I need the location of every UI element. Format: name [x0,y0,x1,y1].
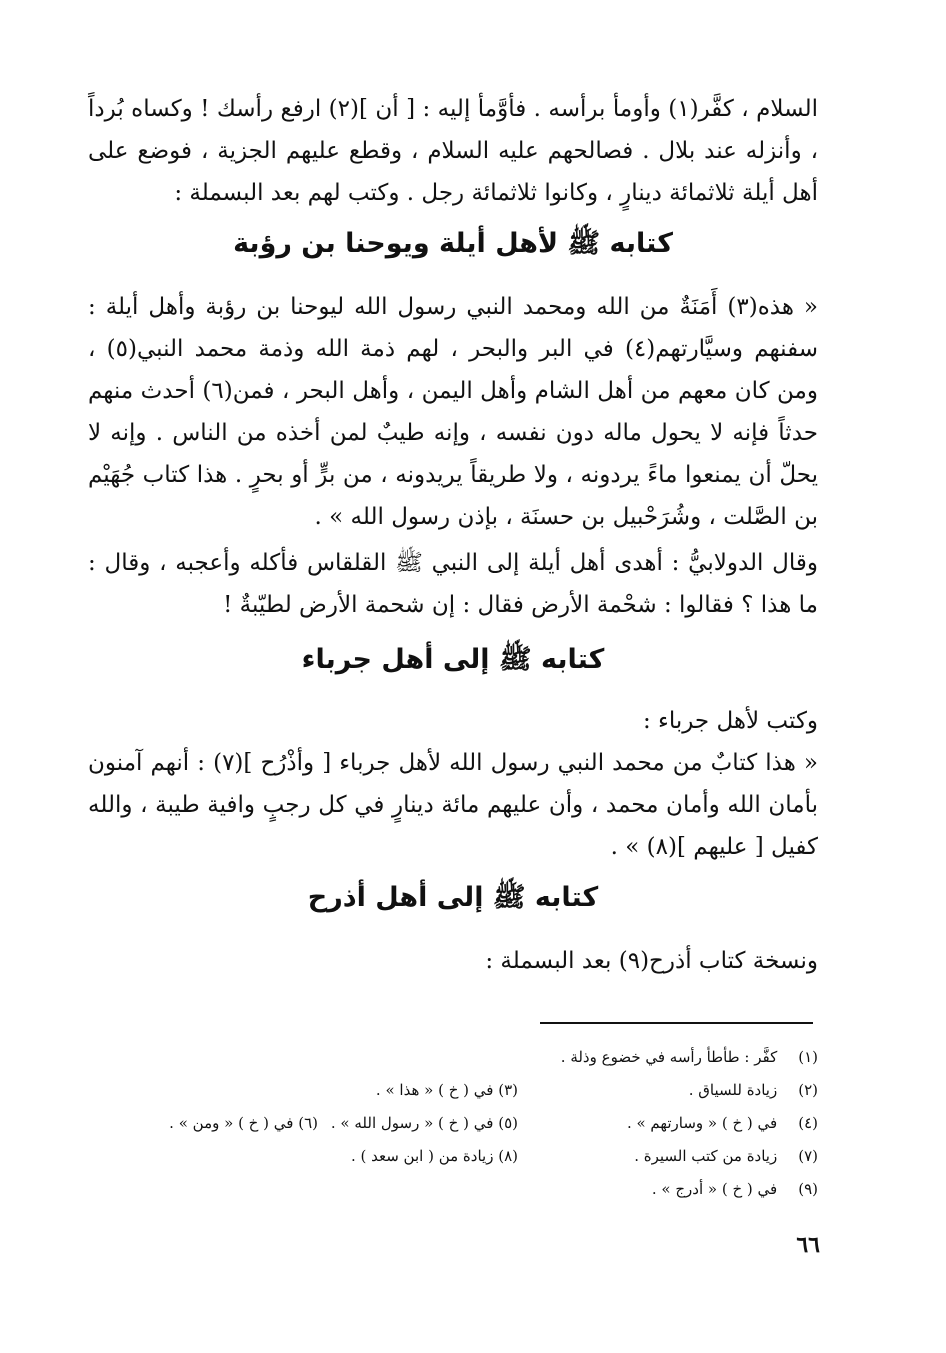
footnote-number: (٧) [798,1146,818,1165]
paragraph-adhruh-intro: ونسخة كتاب أذرح(٩) بعد البسملة : [485,948,818,974]
footnote-text: في ( خ ) « وسارتهم » . [626,1113,778,1132]
paragraph-jarba-intro: وكتب لأهل جرباء : [642,708,818,734]
footnote-8 [318,1147,518,1165]
footnote-number: (٤) [798,1113,818,1132]
footnote-2 [518,1081,818,1099]
footnote-6 [88,1114,318,1132]
footnote-row [88,1040,818,1073]
footnote-number: (٣) [498,1080,518,1099]
footnote-text: زيادة من كتب السيرة . [634,1146,778,1165]
paragraph-ayla-letter: « هذه(٣) أَمَنَةٌ من الله ومحمد النبي رسول الله ليوحنا بن رؤبة وأهل أيلة : سفنهم وسيَّارتهم(٤) في البر والبحر ، لهم ذمة الله وذمة محمد النبي(٥) ، ومن كان معهم من أهل الشام وأهل اليمن ، وأهل البحر ، فمن(٦) أحدث منهم حدثاً فإنه لا يحول ماله دون نفسه ، وإنه طيبٌ لمن أخذه من الناس . وإنه لا يحلّ أن يمنعوا ماءً يردونه ، ولا طريقاً يريدونه ، من برٍّ أو بحرٍ . هذا كتاب جُهَيْم بن الصَّلت ، وشُرَحْبيل بن حسنَة ، بإذن رسول الله » . [88,294,818,530]
footnote-number: (٥) [498,1113,518,1132]
footnote-row [88,1139,818,1172]
footnote-text: زيادة من ( ابن سعد ) . [350,1146,494,1165]
footnote-divider [540,1022,813,1024]
heading-ayla-letter: كتابه ﷺ لأهل أيلة ويوحنا بن رؤبة [233,228,673,259]
footnote-3 [318,1081,518,1099]
footnote-text: في ( خ ) « هذا » . [375,1080,494,1099]
footnote-text: في ( خ ) « رسول الله » . [330,1113,494,1132]
footnotes [88,1040,818,1205]
footnote-5 [318,1114,518,1132]
footnote-row [88,1073,818,1106]
heading-adhruh-letter: كتابه ﷺ إلى أهل أذرح [307,882,599,913]
footnote-number: (٦) [298,1113,318,1132]
footnote-9 [518,1180,818,1198]
footnote-number: (٨) [498,1146,518,1165]
footnote-number: (٩) [798,1179,818,1198]
footnote-text: زيادة للسياق . [688,1080,778,1099]
footnote-row [88,1106,818,1139]
footnote-7 [518,1147,818,1165]
heading-jarba-letter: كتابه ﷺ إلى أهل جرباء [301,644,605,675]
paragraph-dulabi: وقال الدولابيُّ : أهدى أهل أيلة إلى النبي ﷺ القلقاس فأكله وأعجبه ، وقال : ما هذا ؟ فقالوا : شحْمة الأرض فقال : إن شحمة الأرض لطيّبةٌ ! [88,550,818,618]
footnote-row [88,1172,818,1205]
paragraph-jarba-letter: « هذا كتابٌ من محمد النبي رسول الله لأهل جرباء [ وأذْرُح ](٧) : أنهم آمنون بأمان الله وأمان محمد ، وأن عليهم مائة دينارٍ في كل رجبٍ وافية طيبة ، والله كفيل [ عليهم ](٨) » . [88,750,819,860]
footnote-1 [518,1048,818,1066]
footnote-text: في ( خ ) « أدرج » . [651,1179,778,1198]
footnote-number: (٢) [798,1080,818,1099]
footnote-text: كفَّر : طأطأ رأسه في خضوع وذلة . [560,1047,778,1066]
footnote-4 [518,1114,818,1132]
footnote-number: (١) [798,1047,818,1066]
page-number: ٦٦ [796,1232,820,1258]
footnote-text: في ( خ ) « ومن » . [169,1113,294,1132]
paragraph-intro: السلام ، كفَّر(١) وأومأ برأسه . فأوَّمأ إليه : [ أن ](٢) ارفع رأسك ! وكساه بُرداً ، وأنزله عند بلال . فصالحهم عليه السلام ، وقطع عليهم الجزية ، فوضع على أهل أيلة ثلاثمائة دينارٍ ، وكانوا ثلاثمائة رجل . وكتب لهم بعد البسملة : [88,96,819,206]
